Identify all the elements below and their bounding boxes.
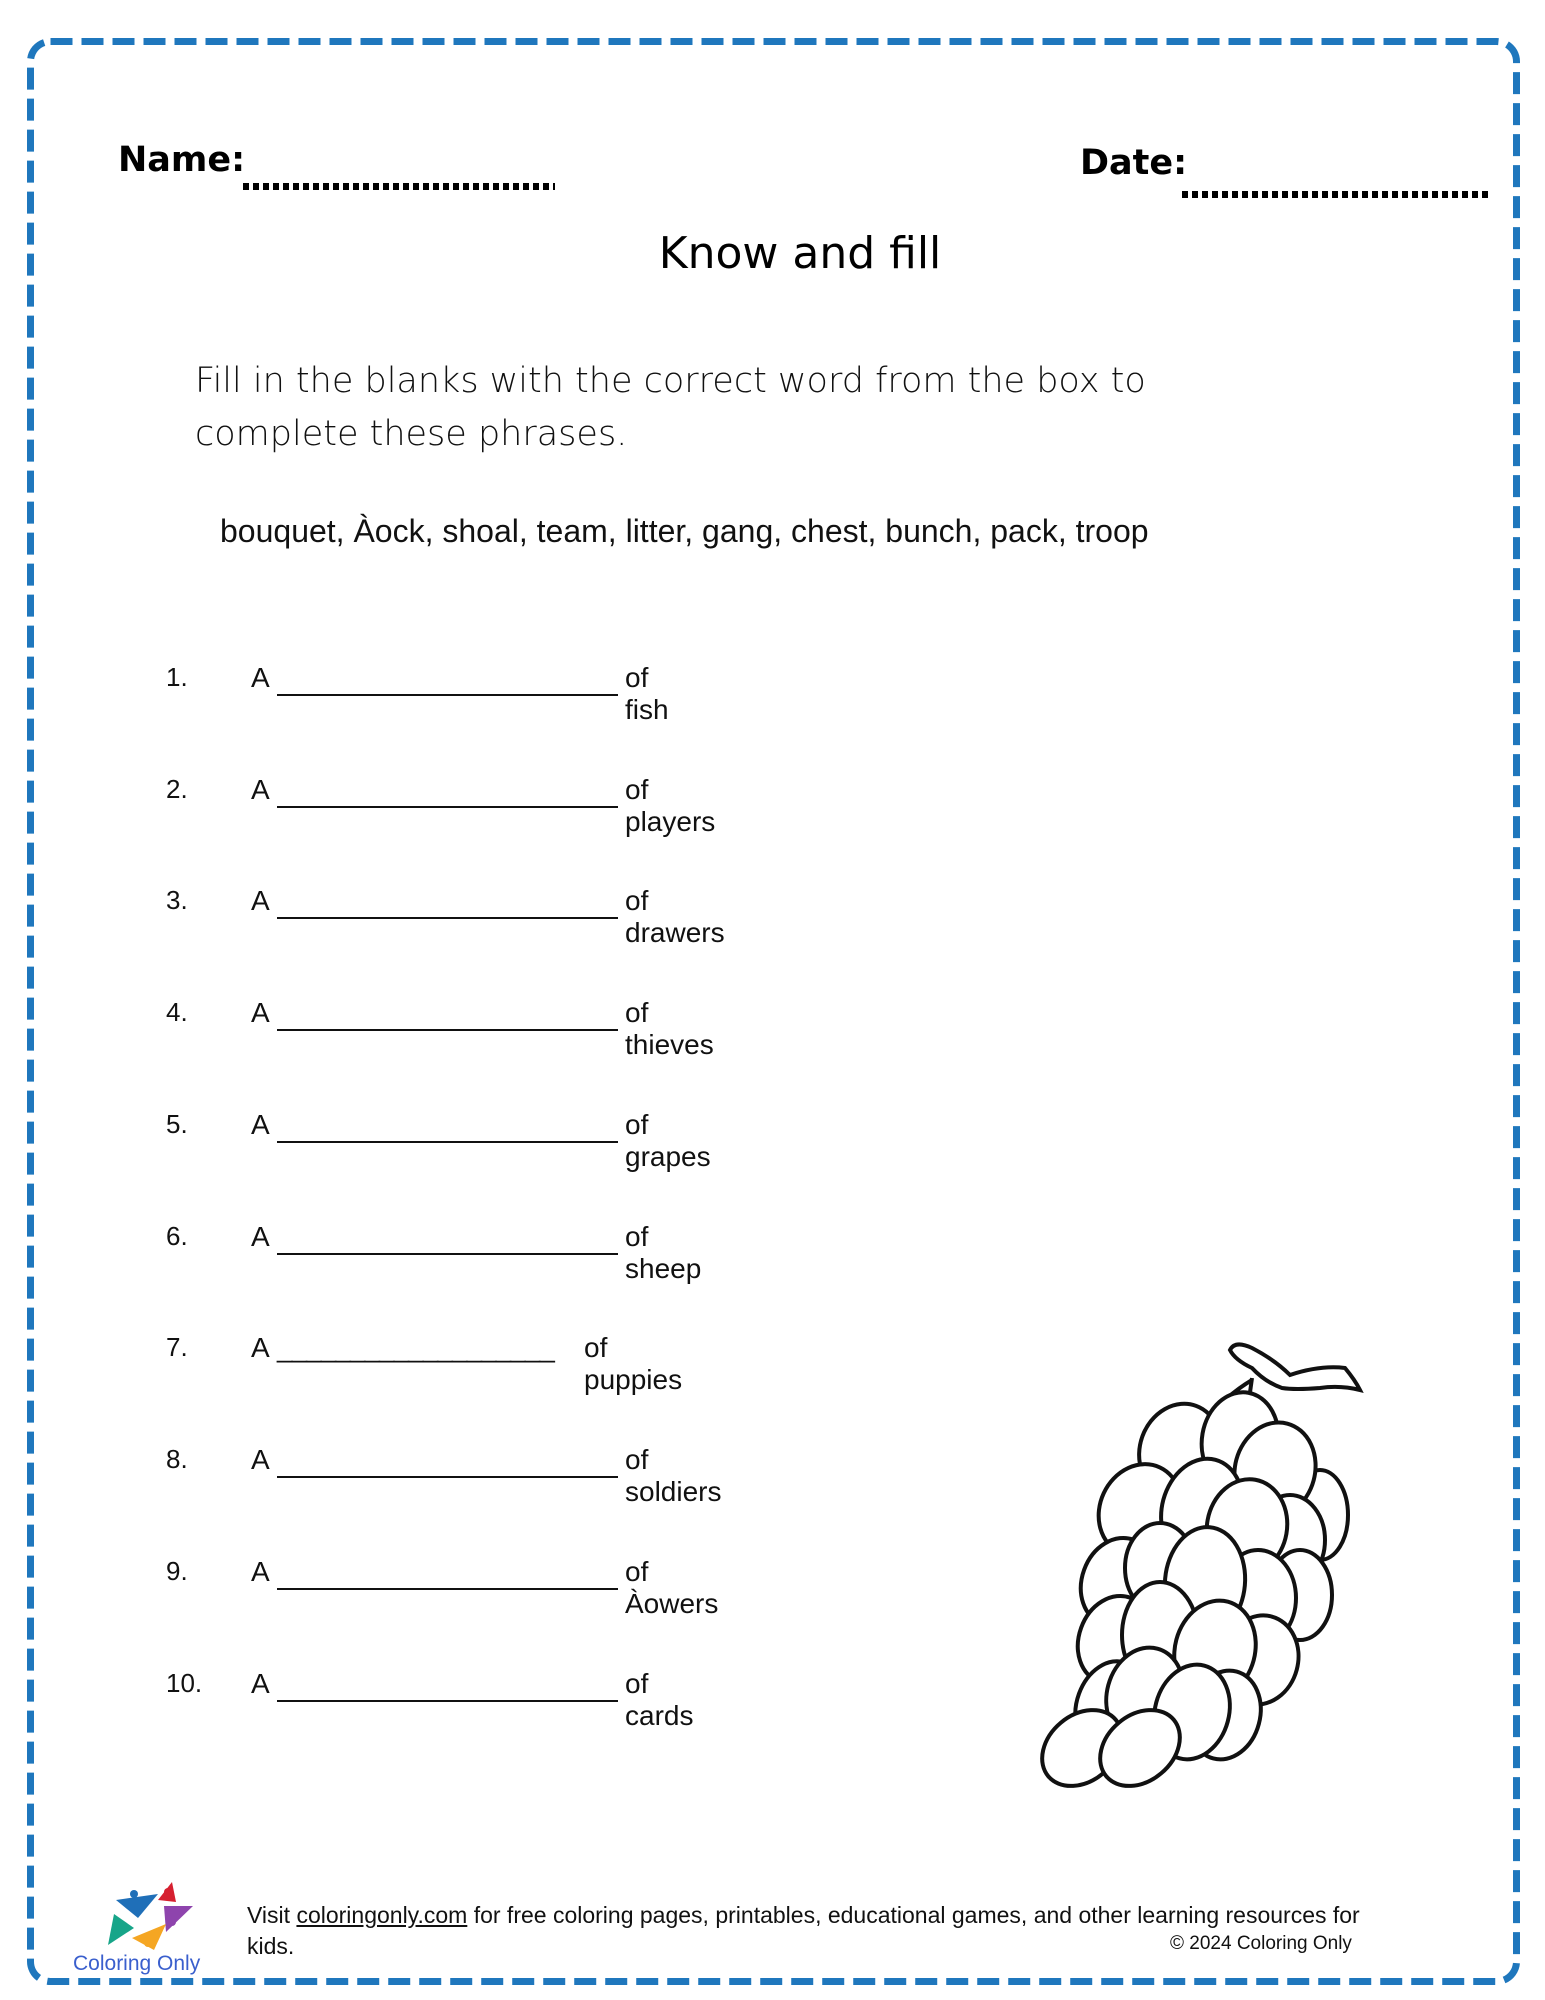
item-number: 1.	[166, 662, 188, 692]
item-article: A	[251, 1221, 270, 1252]
item-article: A	[251, 1332, 270, 1363]
name-label: Name:	[118, 140, 246, 180]
visit-suffix: for free coloring pages, printables, educational games, and other learning resources for	[467, 1902, 1360, 1928]
date-label: Date:	[1080, 143, 1188, 183]
item-number: 3.	[166, 885, 188, 915]
item-noun: of sheep	[625, 1221, 702, 1284]
item-number: 2.	[166, 774, 188, 804]
item-number: 8.	[166, 1444, 188, 1474]
answer-blank[interactable]	[277, 1029, 618, 1031]
grapes-icon	[1020, 1330, 1380, 1790]
item-number: 10.	[166, 1668, 203, 1698]
instructions	[195, 355, 1146, 461]
answer-blank[interactable]	[277, 917, 618, 919]
coloring-only-logo[interactable]	[68, 1880, 218, 1980]
item-noun: of fish	[625, 662, 669, 725]
answer-blank[interactable]	[277, 1253, 618, 1255]
page-title: Know and fill	[658, 228, 942, 279]
visit-prefix: Visit	[247, 1902, 297, 1928]
instructions-line-2: complete these phrases.	[195, 414, 628, 454]
item-article: A	[251, 885, 270, 916]
site-link[interactable]: coloringonly.com	[296, 1902, 468, 1928]
answer-blank[interactable]	[277, 1588, 618, 1590]
item-article: A	[251, 662, 270, 693]
answer-blank[interactable]	[277, 694, 618, 696]
item-noun: of drawers	[625, 885, 725, 948]
item-noun: of players	[625, 774, 716, 837]
logo-text: Coloring Only	[73, 1952, 201, 1975]
answer-blank[interactable]	[277, 806, 618, 808]
item-number: 6.	[166, 1221, 188, 1251]
item-number: 5.	[166, 1109, 188, 1139]
item-noun: of thieves	[625, 997, 714, 1060]
answer-blank[interactable]: ___________________	[277, 1332, 554, 1363]
date-field[interactable]	[1182, 191, 1490, 198]
answer-blank[interactable]	[277, 1476, 618, 1478]
copyright: © 2024 Coloring Only	[1170, 1933, 1352, 1954]
visit-line-2: kids.	[247, 1933, 295, 1959]
item-article: A	[251, 1556, 270, 1587]
item-noun: of soldiers	[625, 1444, 722, 1507]
item-number: 4.	[166, 997, 188, 1027]
answer-blank[interactable]	[277, 1141, 618, 1143]
item-number: 9.	[166, 1556, 188, 1586]
item-noun: of grapes	[625, 1109, 711, 1172]
word-bank: bouquet, Àock, shoal, team, litter, gang, chest, bunch, pack, troop	[220, 513, 1149, 549]
coloring-only-logo-icon	[68, 1880, 218, 1950]
item-article: A	[251, 997, 270, 1028]
item-article: A	[251, 1109, 270, 1140]
item-noun: of cards	[625, 1668, 694, 1731]
item-article: A	[251, 1444, 270, 1475]
item-number: 7.	[166, 1332, 188, 1362]
item-article: A	[251, 774, 270, 805]
item-article: A	[251, 1668, 270, 1699]
answer-blank[interactable]	[277, 1700, 618, 1702]
instructions-line-1: Fill in the blanks with the correct word from the box to	[195, 361, 1146, 401]
item-noun: of Àowers	[625, 1556, 719, 1619]
name-field[interactable]	[243, 183, 555, 190]
item-noun: of puppies	[584, 1332, 683, 1395]
